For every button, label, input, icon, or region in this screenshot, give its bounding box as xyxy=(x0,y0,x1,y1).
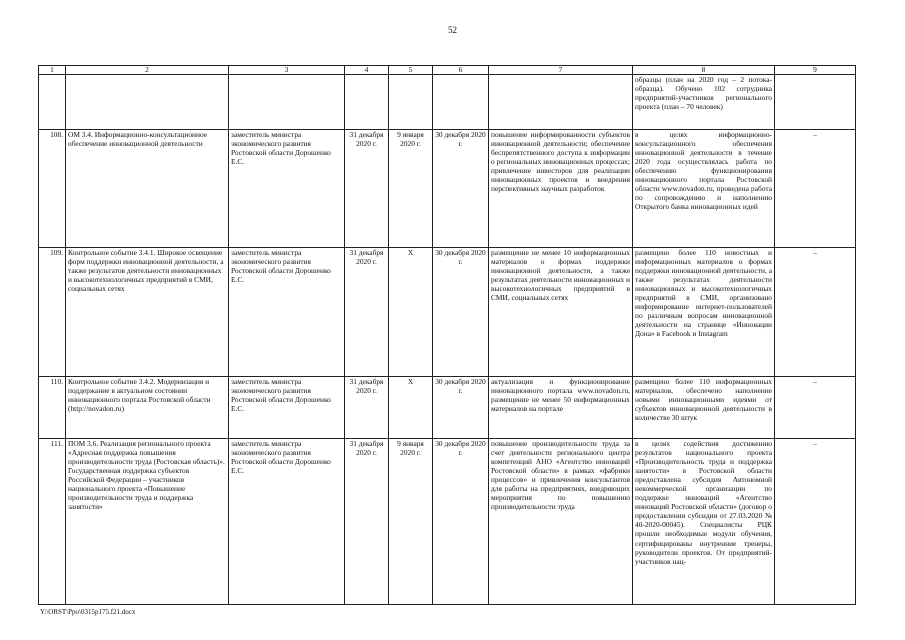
start-date: Х xyxy=(389,248,433,377)
start-date: 9 января 2020 г. xyxy=(389,130,433,248)
row-number: 109. xyxy=(39,248,66,377)
expected-result: повышение информированности субъектов инновационной деятельности; обеспечение беспрепятственного доступа к информации о региональных инновационных процессах; привлечение инвесторов для реализации инновационных проектов и внедрения перспективных научных разработок xyxy=(489,130,633,248)
row-number: 110. xyxy=(39,377,66,439)
table-row xyxy=(39,130,856,248)
responsible-person: заместитель министра экономического развития Ростовской области Дорошенко Е.С. xyxy=(229,130,345,248)
event-name: ПОМ 3.6. Реализация регионального проекта «Адресная поддержка повышения производительности труда (Ростовская область)». Государственная поддержка субъектов Российской Федерации – участников национального проекта «Повышение производительности труда и поддержка занятости» xyxy=(66,439,229,605)
table-row xyxy=(39,377,856,439)
expected-result: повышение производительности труда за счет деятельности регионального центра компетенций АНО «Агентство инноваций Ростовской области» в рамках «фабрики процессов» и привлечения консультантов для работы на предприятиях, внедряющих мероприятия по повышению производительности труда xyxy=(489,439,633,605)
event-name: ОМ 3.4. Информационно-консультационное обеспечение инновационной деятельности xyxy=(66,130,229,248)
continuation-row xyxy=(39,75,856,130)
header-cell: 2 xyxy=(66,66,229,75)
note: – xyxy=(775,130,856,248)
plan-date: 31 декабря 2020 г. xyxy=(345,377,389,439)
header-cell: 5 xyxy=(389,66,433,75)
note: – xyxy=(775,248,856,377)
report-table xyxy=(38,65,856,605)
plan-date: 31 декабря 2020 г. xyxy=(345,130,389,248)
row-number: 111. xyxy=(39,439,66,605)
page-number: 52 xyxy=(448,25,457,35)
event-name: Контрольное событие 3.4.2. Модернизация и поддержание в актуальном состоянии инновационного портала Ростовской области (http://novadon.ru) xyxy=(66,377,229,439)
end-date: 30 декабря 2020 г. xyxy=(433,439,489,605)
header-cell: 9 xyxy=(775,66,856,75)
table-row xyxy=(39,248,856,377)
table-header-row xyxy=(39,66,856,75)
actual-result: размещено более 110 новостных и информационных материалов о формах поддержки инновационной деятельности, а также результатах деятельности инновационных и высокотехнологичных предприятий в СМИ, организовано информирование интернет-пользователей по различным вопросам инновационной деятельности на странице «Инновации Дона» в Facebook и Instagram xyxy=(633,248,775,377)
plan-date: 31 декабря 2020 г. xyxy=(345,248,389,377)
end-date: 30 декабря 2020 г. xyxy=(433,248,489,377)
header-cell: 6 xyxy=(433,66,489,75)
header-cell: 8 xyxy=(633,66,775,75)
actual-result: в целях информационно-консультационного обеспечения инновационной деятельности в течение 2020 года осуществлялась работа по обеспечению функционирования инновационного портала Ростовской области www.novadon.ru, проведена работа по сопровождению и наполнению Открытого банка инновационных идей xyxy=(633,130,775,248)
responsible-person: заместитель министра экономического развития Ростовской области Дорошенко Е.С. xyxy=(229,377,345,439)
plan-date: 31 декабря 2020 г. xyxy=(345,439,389,605)
end-date: 30 декабря 2020 г. xyxy=(433,377,489,439)
event-name: Контрольное событие 3.4.1. Широкое освещение форм поддержки инновационной деятельности, а также результатов деятельности инновационных и высокотехнологичных предприятий в СМИ, социальных сетях xyxy=(66,248,229,377)
start-date: 9 января 2020 г. xyxy=(389,439,433,605)
header-cell: 1 xyxy=(39,66,66,75)
header-cell: 7 xyxy=(489,66,633,75)
continuation-text: образцы (план на 2020 год – 2 потока-образца). Обучено 102 сотрудника предприятий-участников регионального проекта (план – 70 человек) xyxy=(633,75,775,130)
header-cell: 3 xyxy=(229,66,345,75)
row-number: 108. xyxy=(39,130,66,248)
end-date: 30 декабря 2020 г. xyxy=(433,130,489,248)
responsible-person: заместитель министра экономического развития Ростовской области Дорошенко Е.С. xyxy=(229,439,345,605)
actual-result: в целях содействия достижению результатов национального проекта «Производительность труда и поддержка занятости» в Ростовской области предоставлена субсидия Автономной некоммерческой организации по поддержке инноваций «Агентство инноваций Ростовской области» (договор о предоставлении субсидии от 27.03.2020 № 40-2020-00045). Специалисты РЦК прошли необходимые модули обучения, сертифицированы внутренние тренеры, руководители проектов. От предприятий-участников нац- xyxy=(633,439,775,605)
expected-result: актуализация и функционирование инновационного портала www.novadon.ru, размещение не менее 50 информационных материалов на портале xyxy=(489,377,633,439)
note: – xyxy=(775,377,856,439)
responsible-person: заместитель министра экономического развития Ростовской области Дорошенко Е.С. xyxy=(229,248,345,377)
file-path-footer: Y:\ORST\Ppo\0315p175.f21.docx xyxy=(40,608,136,616)
expected-result: размещение не менее 10 информационных материалов о формах поддержки инновационной деятельности, а также результатах деятельности инновационных и высокотехнологичных предприятий в СМИ, социальных сетях xyxy=(489,248,633,377)
start-date: Х xyxy=(389,377,433,439)
note: – xyxy=(775,439,856,605)
actual-result: размещено более 110 информационных материалов, обеспечено наполнение новыми инновационными идеями от субъектов инновационной деятельности в количестве 30 штук xyxy=(633,377,775,439)
header-cell: 4 xyxy=(345,66,389,75)
table-row xyxy=(39,439,856,605)
